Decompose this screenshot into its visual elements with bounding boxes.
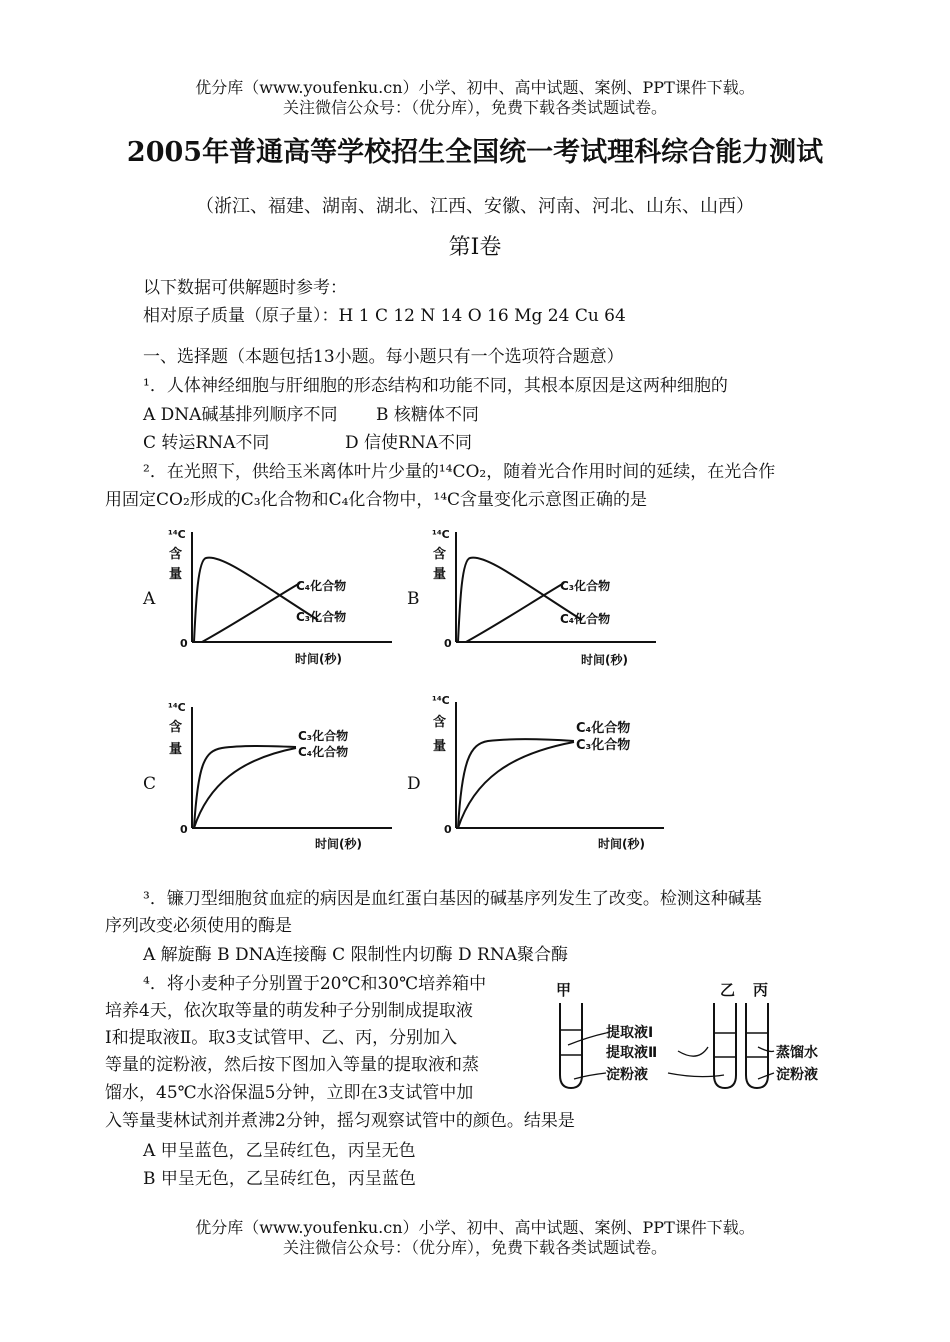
section-heading: 一、选择题（本题包括13小题。每小题只有一个选项符合题意）: [143, 347, 624, 367]
test-tube-figure: [548, 975, 848, 1100]
chart-b-option-label: B: [407, 589, 420, 609]
chart-c-ylabel-1: 含: [169, 720, 183, 735]
chart-a-curve-c4: [202, 583, 300, 642]
chart-c-option-label: C: [143, 774, 157, 794]
q1-option-b: B 核糖体不同: [376, 405, 479, 425]
chart-c-label-top: C₃化合物: [298, 729, 349, 743]
q1-option-a: A DNA碱基排列顺序不同: [143, 405, 338, 425]
chart-c-origin: 0: [180, 823, 188, 836]
label-starch-right: 淀粉液: [776, 1067, 818, 1083]
chart-a: [160, 520, 400, 670]
label-extract-1: 提取液Ⅰ: [606, 1025, 654, 1041]
chart-b-ylabel-top: ¹⁴C: [432, 528, 450, 541]
reference-masses: 相对原子质量（原子量）：H 1 C 12 N 14 O 16 Mg 24 Cu 64: [143, 306, 626, 326]
chart-b-ylabel-2: 量: [433, 567, 447, 582]
q4-option-b: B 甲呈无色，乙呈砖红色，丙呈蓝色: [143, 1169, 416, 1189]
chart-a-xlabel: 时间(秒): [295, 652, 342, 666]
chart-b-xlabel: 时间(秒): [581, 653, 628, 667]
chart-d: [424, 690, 674, 855]
q4-line-1: ⁴．将小麦种子分别置于20℃和30℃培养箱中: [143, 974, 487, 994]
page-title: 2005年普通高等学校招生全国统一考试理科综合能力测试: [126, 137, 824, 168]
tube-label-yi: 乙: [720, 981, 736, 999]
chart-b-curve-c3: [466, 583, 564, 642]
q4-line-2: 培养4天，依次取等量的萌发种子分别制成提取液: [105, 1001, 473, 1021]
q4-line-5: 馏水，45℃水浴保温5分钟，立即在3支试管中加: [105, 1083, 474, 1103]
q2-stem-2: 用固定CO₂形成的C₃化合物和C₄化合物中，¹⁴C含量变化示意图正确的是: [105, 490, 648, 510]
chart-c-curve-c4: [194, 748, 296, 828]
leader-starch-right: [758, 1073, 774, 1079]
q4-option-a: A 甲呈蓝色，乙呈砖红色，丙呈无色: [143, 1141, 416, 1161]
chart-b-label-bottom: C₄化合物: [560, 612, 611, 626]
chart-a-option-label: A: [143, 589, 156, 609]
chart-d-xlabel: 时间(秒): [598, 837, 645, 851]
q4-line-6: 入等量斐林试剂并煮沸2分钟，摇匀观察试管中的颜色。结果是: [105, 1111, 575, 1131]
tube-bing: [746, 1003, 768, 1088]
chart-a-ylabel-2: 量: [169, 567, 183, 582]
footer-line-2: 关注微信公众号：（优分库），免费下载各类试题试卷。: [282, 1238, 667, 1257]
q3-stem-2: 序列改变必须使用的酶是: [105, 916, 292, 936]
reference-intro: 以下数据可供解题时参考：: [143, 278, 347, 298]
leader-extract2: [678, 1047, 708, 1056]
label-starch-left: 淀粉液: [606, 1067, 648, 1083]
label-distilled-water: 蒸馏水: [776, 1045, 818, 1061]
chart-b-label-top: C₃化合物: [560, 579, 611, 593]
chart-b-curve-c4: [458, 558, 582, 642]
chart-a-ylabel-1: 含: [169, 547, 183, 562]
chart-c-xlabel: 时间(秒): [315, 837, 362, 851]
chart-c-curve-c3: [194, 746, 296, 828]
q4-line-4: 等量的淀粉液，然后按下图加入等量的提取液和蒸: [105, 1055, 479, 1075]
header-line-2: 关注微信公众号：（优分库），免费下载各类试题试卷。: [282, 98, 667, 117]
q2-stem-1: ²．在光照下，供给玉米离体叶片少量的¹⁴CO₂，随着光合作用时间的延续，在光合作: [143, 462, 776, 482]
chart-a-origin: 0: [180, 637, 188, 650]
q4-line-3: I和提取液Ⅱ。取3支试管甲、乙、丙，分别加入: [105, 1028, 458, 1048]
chart-d-ylabel-1: 含: [433, 715, 447, 730]
chart-d-label-bottom: C₃化合物: [576, 738, 631, 753]
q3-stem-1: ³．镰刀型细胞贫血症的病因是血红蛋白基因的碱基序列发生了改变。检测这种碱基: [143, 889, 762, 909]
leader-starch-left-yi: [668, 1073, 724, 1077]
chart-a-ylabel-top: ¹⁴C: [168, 528, 186, 541]
chart-a-label-bottom: C₃化合物: [296, 610, 347, 624]
chart-d-label-top: C₄化合物: [576, 721, 631, 736]
q1-stem: ¹．人体神经细胞与肝细胞的形态结构和功能不同，其根本原因是这两种细胞的: [143, 376, 728, 396]
chart-b-origin: 0: [444, 637, 452, 650]
chart-d-origin: 0: [444, 823, 452, 836]
chart-b-ylabel-1: 含: [433, 547, 447, 562]
chart-c-label-bottom: C₄化合物: [298, 745, 349, 759]
header-line-1: 优分库（www.youfenku.cn）小学、初中、高中试题、案例、PPT课件下载。: [195, 78, 755, 97]
chart-d-curve-c3: [458, 742, 574, 828]
chart-d-ylabel-top: ¹⁴C: [432, 694, 450, 707]
tube-label-bing: 丙: [753, 981, 769, 999]
chart-a-label-top: C₄化合物: [296, 579, 347, 593]
q1-option-c: C 转运RNA不同: [143, 433, 270, 453]
page-subtitle: （浙江、福建、湖南、湖北、江西、安徽、河南、河北、山东、山西）: [196, 196, 754, 217]
tube-jia: [560, 1003, 582, 1088]
label-extract-2: 提取液Ⅱ: [606, 1045, 658, 1061]
chart-c: [160, 695, 400, 855]
leader-starch-left: [574, 1073, 606, 1079]
footer-line-1: 优分库（www.youfenku.cn）小学、初中、高中试题、案例、PPT课件下载。: [195, 1218, 755, 1237]
q1-option-d: D 信使RNA不同: [345, 433, 472, 453]
chart-b: [424, 520, 664, 670]
chart-a-curve-c3: [194, 558, 318, 642]
chart-c-ylabel-top: ¹⁴C: [168, 701, 186, 714]
chart-d-option-label: D: [407, 774, 421, 794]
q3-options: A 解旋酶 B DNA连接酶 C 限制性内切酶 D RNA聚合酶: [143, 945, 568, 965]
volume-heading: 第I卷: [448, 235, 502, 260]
chart-d-ylabel-2: 量: [433, 739, 447, 754]
leader-water: [758, 1047, 774, 1052]
chart-c-ylabel-2: 量: [169, 742, 183, 757]
chart-d-curve-c4: [458, 739, 574, 828]
tube-label-jia: 甲: [556, 981, 572, 999]
leader-extract1: [568, 1033, 606, 1045]
